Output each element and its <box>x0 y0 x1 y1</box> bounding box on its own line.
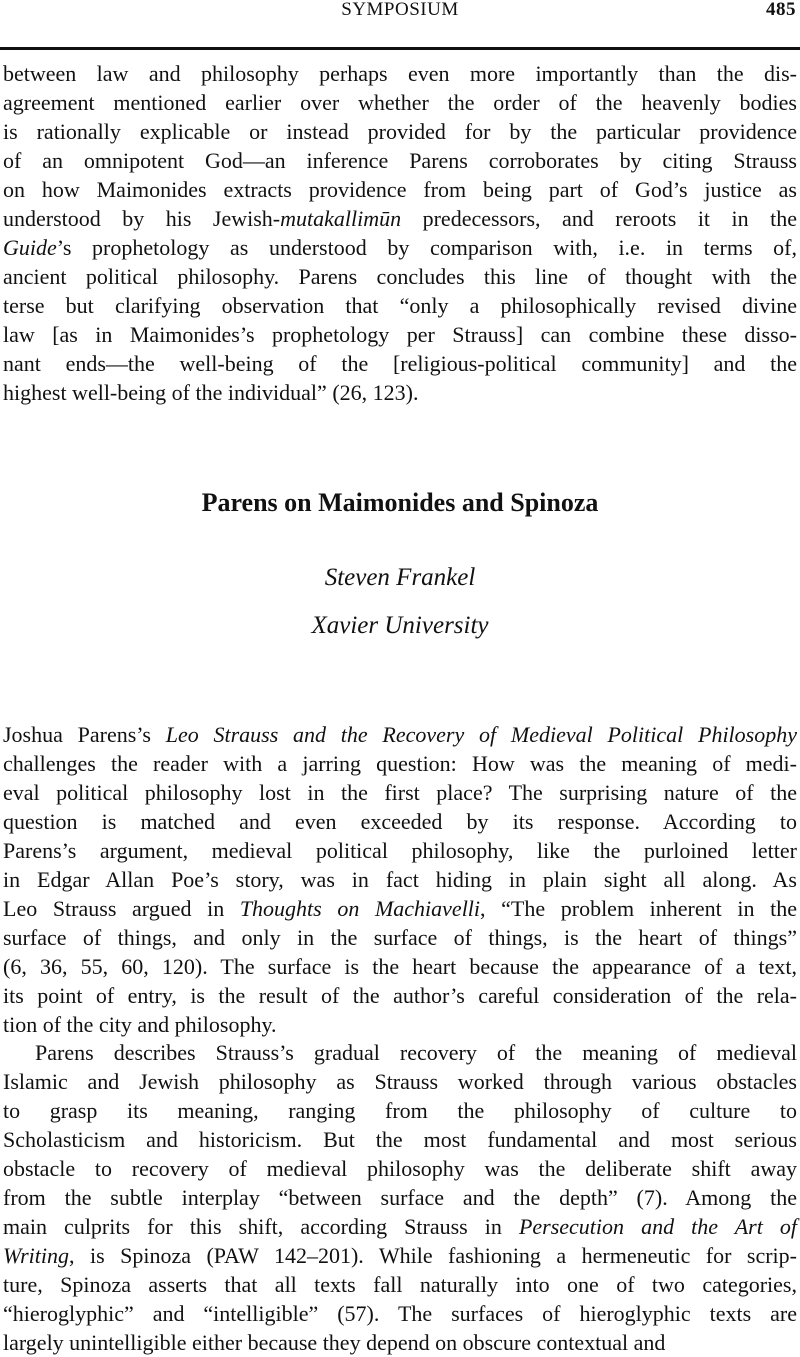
text-line: largely unintelligible either because they depend on obscure contextual and <box>3 1330 666 1355</box>
header-rule <box>0 47 800 50</box>
text-line: eval political philosophy lost in the first place? The surprising nature of the <box>3 780 797 805</box>
text-line: (6, 36, 55, 60, 120). The surface is the heart because the appearance of a text, <box>3 954 797 979</box>
text-line: of an omnipotent God—an inference Parens corroborates by citing Strauss <box>3 148 797 173</box>
text-line: Parens describes Strauss’s gradual recovery of the meaning of medieval <box>35 1040 797 1065</box>
text-line: main culprits for this shift, according Strauss in Persecution and the Art of <box>3 1214 797 1239</box>
italic-title: Thoughts on Machiavelli <box>239 896 481 921</box>
author-name: Steven Frankel <box>324 564 476 591</box>
text-line: tion of the city and philosophy. <box>3 1012 277 1037</box>
text-line: between law and philosophy perhaps even more importantly than the dis- <box>3 61 797 86</box>
running-title: SYMPOSIUM <box>341 0 459 20</box>
body-paragraph-2 <box>3 1038 797 1357</box>
text-line: Guide’s prophetology as understood by comparison with, i.e. in terms of, <box>3 235 797 260</box>
text-line: ture, Spinoza asserts that all texts fall naturally into one of two categories, <box>3 1272 797 1297</box>
text-line: Scholasticism and historicism. But the most fundamental and most serious <box>3 1127 797 1152</box>
text-line: highest well-being of the individual” (26, 123). <box>3 380 419 405</box>
text-line: Islamic and Jewish philosophy as Strauss worked through various obstacles <box>3 1069 797 1094</box>
text-line: from the subtle interplay “between surface and the depth” (7). Among the <box>3 1185 797 1210</box>
text-line: challenges the reader with a jarring question: How was the meaning of medi- <box>3 751 797 776</box>
text-line: to grasp its meaning, ranging from the philosophy of culture to <box>3 1098 797 1123</box>
text-line: Parens’s argument, medieval political philosophy, like the purloined letter <box>3 838 797 863</box>
italic-title: Persecution and the Art of <box>518 1214 797 1239</box>
text-line: agreement mentioned earlier over whether the order of the heavenly bodies <box>3 90 797 115</box>
body-paragraph-1 <box>3 720 797 1039</box>
italic-title: Writing <box>3 1243 70 1268</box>
text-line: question is matched and even exceeded by its response. According to <box>3 809 797 834</box>
italic-title: Leo Strauss and the Recovery of Medieval Political Philosophy <box>165 722 797 747</box>
text-line: Writing, is Spinoza (PAW 142–201). While fashioning a hermeneutic for scrip- <box>3 1243 797 1268</box>
author-affiliation: Xavier University <box>311 612 489 639</box>
text-line: ancient political philosophy. Parens concludes this line of thought with the <box>3 264 797 289</box>
text-line: terse but clarifying observation that “only a philosophically revised divine <box>3 293 797 318</box>
text-line: “hieroglyphic” and “intelligible” (57). The surfaces of hieroglyphic texts are <box>3 1301 797 1326</box>
text-line: its point of entry, is the result of the author’s careful consideration of the rela- <box>3 983 797 1008</box>
text-line: nant ends—the well-being of the [religious-political community] and the <box>3 351 797 376</box>
text-line: Joshua Parens’s Leo Strauss and the Recovery of Medieval Political Philosophy <box>3 722 797 747</box>
page-number: 485 <box>766 0 796 20</box>
text-line: in Edgar Allan Poe’s story, was in fact hiding in plain sight all along. As <box>3 867 797 892</box>
text-line: is rationally explicable or instead provided for by the particular providence <box>3 119 797 144</box>
continued-paragraph <box>3 59 797 407</box>
running-header <box>0 0 800 22</box>
text-line: on how Maimonides extracts providence from being part of God’s justice as <box>3 177 797 202</box>
text-line: Leo Strauss argued in Thoughts on Machiavelli, “The problem inherent in the <box>3 896 797 921</box>
italic-title: mutakallimūn <box>280 206 402 231</box>
text-line: obstacle to recovery of medieval philosophy was the deliberate shift away <box>3 1156 797 1181</box>
italic-title: Guide <box>3 235 57 260</box>
text-line: surface of things, and only in the surface of things, is the heart of things” <box>3 925 797 950</box>
article-title: Parens on Maimonides and Spinoza <box>201 488 599 517</box>
text-line: law [as in Maimonides’s prophetology per Strauss] can combine these disso- <box>3 322 797 347</box>
text-line: understood by his Jewish-mutakallimūn predecessors, and reroots it in the <box>3 206 798 231</box>
